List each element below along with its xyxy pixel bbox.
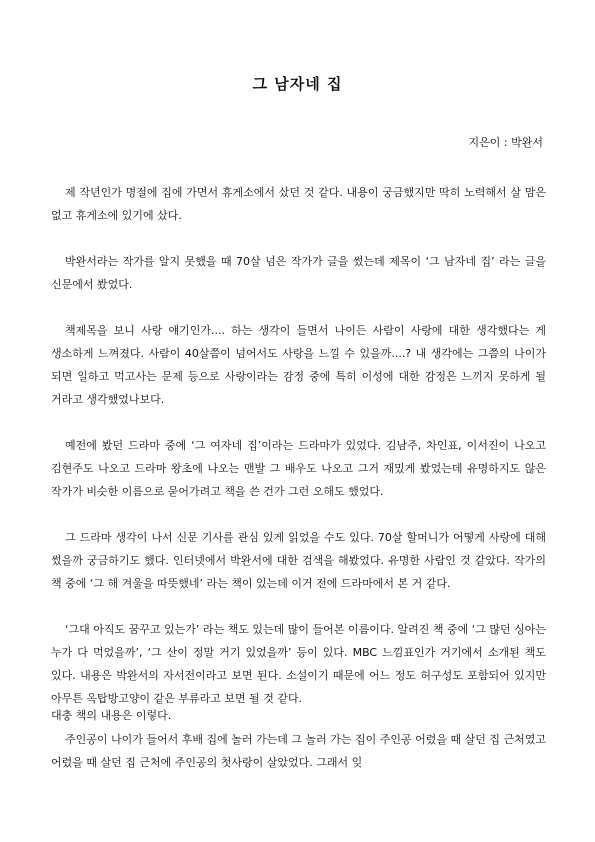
- summary-intro: 대충 책의 내용은 이렇다.: [51, 709, 172, 722]
- paragraph-continued: 주인공이 나이가 들어서 후배 집에 놀러 가는데 그 놀러 가는 집이 주인공 어렸을 때 살던 집 근처였고 어렸을 때 살던 집 근처에 주인공의 첫사랑이 살았었다. 그래서 잊: [51, 733, 546, 769]
- paragraph: 예전에 봤던 드라마 중에 ‘그 여자네 집’이라는 드라마가 있었다. 김남주, 차인표, 이서진이 나오고 김현주도 나오고 드라마 왕초에 나오는 맨발 그 배우도 나오고 그거 재밌게 봤었는데 유명하지도 않은 작가가 비슷한 이름으로 묻어가려고 책을 쓴 건가 그런 오해도 했었다.: [51, 439, 546, 498]
- paragraph: ‘그대 아직도 꿈꾸고 있는가’ 라는 책도 있는데 많이 들어본 이름이다. 알려진 책 중에 ‘그 많던 싱아는 누가 다 먹었을까’, ‘그 산이 정말 거기 있었을까’ 등이 있다. MBC 느낌표인가 거기에서 소개된 책도 있다. 내용은 박완서의 자서전이라고 보면 된다. 소설이기 때문에 어느 정도 허구성도 포함되어 있지만 아무튼 옥탑방고양이 같은 부류라고 보면 될 것 같다.: [51, 623, 546, 705]
- document-body: [51, 181, 546, 710]
- paragraph: 책제목을 보니 사랑 얘기인가.... 하는 생각이 들면서 나이든 사람이 사랑에 대한 생각했다는 게 생소하게 느껴졌다. 사람이 40살쯤이 넘어서도 사랑을 느낄 수 있을까....? 내 생각에는 그쯤의 나이가 되면 일하고 먹고사는 문제 등으로 사랑이라는 감정 중에 특히 이성에 대한 감정은 느끼지 못하게 될 거라고 생각했었나보다.: [51, 324, 546, 406]
- paragraph: 그 드라마 생각이 나서 신문 기사를 관심 있게 읽었을 수도 있다. 70살 할머니가 어떻게 사랑에 대해 썼을까 궁금하기도 했다. 인터넷에서 박완서에 대한 검색을 해봤었다. 유명한 사람인 것 같았다. 작가의 책 중에 ‘그 해 겨울을 따뜻했네’ 라는 책이 있는데 이거 전에 드라마에서 본 거 같다.: [51, 531, 546, 590]
- paragraph: 박완서라는 작가를 알지 못했을 때 70살 넘은 작가가 글을 썼는데 제목이 ‘그 남자네 집’ 라는 글을 신문에서 봤었다.: [51, 255, 546, 291]
- author-line: 지은이 : 박완서: [468, 136, 543, 149]
- paragraph: 제 작년인가 명절에 집에 가면서 휴게소에서 샀던 것 같다. 내용이 궁금했지만 딱히 노력해서 살 맘은 없고 휴게소에 있기에 샀다.: [51, 186, 546, 222]
- document-title: 그 남자네 집: [252, 75, 343, 93]
